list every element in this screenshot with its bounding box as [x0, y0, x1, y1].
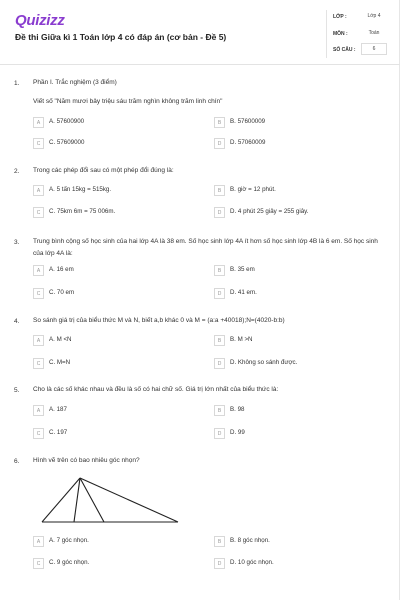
- figure-left-side: [42, 478, 80, 522]
- option-letter-box: D: [214, 558, 225, 569]
- option-letter-box: D: [214, 207, 225, 218]
- question-text: Hình vẽ trên có bao nhiêu góc nhọn?: [33, 457, 140, 464]
- question-text: Phần I. Trắc nghiệm (3 điểm): [33, 79, 117, 86]
- option-text: A. 57600900: [49, 118, 85, 125]
- option-letter-box: A: [33, 265, 44, 276]
- option-text: B. 8 góc nhọn.: [230, 537, 270, 544]
- question-count-value: 6: [361, 43, 387, 55]
- option-letter-box: A: [33, 405, 44, 416]
- option-letter-box: B: [214, 185, 225, 196]
- option-letter-box: D: [214, 358, 225, 369]
- option-letter-box: D: [214, 288, 225, 299]
- question-number: 3.: [14, 239, 20, 246]
- question-number: 6.: [14, 458, 20, 465]
- option-text: D. 99: [230, 429, 245, 436]
- option-text: C. 57609000: [49, 139, 85, 146]
- option-letter-box: A: [33, 536, 44, 547]
- option-text: C. 70 em: [49, 289, 75, 296]
- grade-label: LỚP :: [333, 14, 347, 20]
- question-text: So sánh giá trị của biểu thức M và N, biết a,b khác 0 và M = (a:a +40018);N=(4020-b:b): [33, 317, 285, 324]
- option-letter-box: B: [214, 335, 225, 346]
- option-text: B. giờ = 12 phút.: [230, 186, 276, 193]
- option-letter-box: C: [33, 358, 44, 369]
- option-text: D. Không so sánh được.: [230, 359, 298, 366]
- option-letter-box: D: [214, 138, 225, 149]
- option-text: C. M=N: [49, 359, 71, 366]
- option-letter-box: C: [33, 428, 44, 439]
- option-text: B. 57600009: [230, 118, 266, 125]
- option-text: B. 35 em: [230, 266, 255, 273]
- option-letter-box: C: [33, 558, 44, 569]
- option-text: C. 9 góc nhọn.: [49, 559, 90, 566]
- option-text: B. 98: [230, 406, 245, 413]
- option-letter-box: D: [214, 428, 225, 439]
- question-number: 2.: [14, 168, 20, 175]
- question-number: 5.: [14, 387, 20, 394]
- option-text: A. 5 tấn 15kg = 515kg.: [49, 186, 112, 193]
- option-letter-box: C: [33, 207, 44, 218]
- grade-value: Lớp 4: [367, 13, 381, 19]
- meta-divider: [326, 10, 327, 58]
- option-text: D. 10 góc nhọn.: [230, 559, 274, 566]
- option-letter-box: B: [214, 117, 225, 128]
- option-text: B. M >N: [230, 336, 253, 343]
- question-number: 1.: [14, 80, 20, 87]
- option-letter-box: A: [33, 117, 44, 128]
- option-text: D. 4 phút 25 giây = 255 giây.: [230, 208, 309, 215]
- option-text: A. M <N: [49, 336, 72, 343]
- worksheet-header: [0, 0, 400, 65]
- option-text: C. 75km 6m = 75 006m.: [49, 208, 116, 215]
- triangle-figure: [40, 470, 185, 528]
- option-text: D. 57060009: [230, 139, 266, 146]
- question-text: Trong các phép đổi sau có một phép đổi đúng là:: [33, 167, 174, 174]
- option-letter-box: A: [33, 335, 44, 346]
- option-letter-box: C: [33, 138, 44, 149]
- question-text: Trung bình cộng số học sinh của hai lớp 4A là 38 em. Số học sinh lớp 4A ít hơn số học sinh lớp 4B là 6 em. Số học sinh của lớp 4A là:: [33, 238, 378, 257]
- subject-label: MÔN :: [333, 31, 348, 37]
- worksheet-title: Đề thi Giữa kì 1 Toán lớp 4 có đáp án (cơ bản - Đề 5): [15, 32, 227, 42]
- subject-value: Toán: [368, 30, 380, 36]
- option-text: D. 41 em.: [230, 289, 257, 296]
- option-letter-box: B: [214, 405, 225, 416]
- question-number: 4.: [14, 318, 20, 325]
- question-text: Cho là các số khác nhau và đều là số có hai chữ số. Giá trị lớn nhất của biểu thức là:: [33, 386, 279, 393]
- option-text: A. 7 góc nhọn.: [49, 537, 89, 544]
- option-text: A. 187: [49, 406, 67, 413]
- quizizz-logo: Quizizz: [15, 12, 65, 29]
- figure-inner-line-2: [80, 478, 104, 522]
- option-letter-box: A: [33, 185, 44, 196]
- figure-right-side: [80, 478, 178, 522]
- option-letter-box: B: [214, 536, 225, 547]
- option-letter-box: C: [33, 288, 44, 299]
- option-text: A. 16 em: [49, 266, 74, 273]
- option-text: C. 197: [49, 429, 68, 436]
- option-letter-box: B: [214, 265, 225, 276]
- question-count-label: SỐ CÂU :: [333, 47, 356, 53]
- question-subtext: Viết số "Năm mươi bảy triệu sáu trăm nghìn không trăm linh chín": [33, 98, 223, 105]
